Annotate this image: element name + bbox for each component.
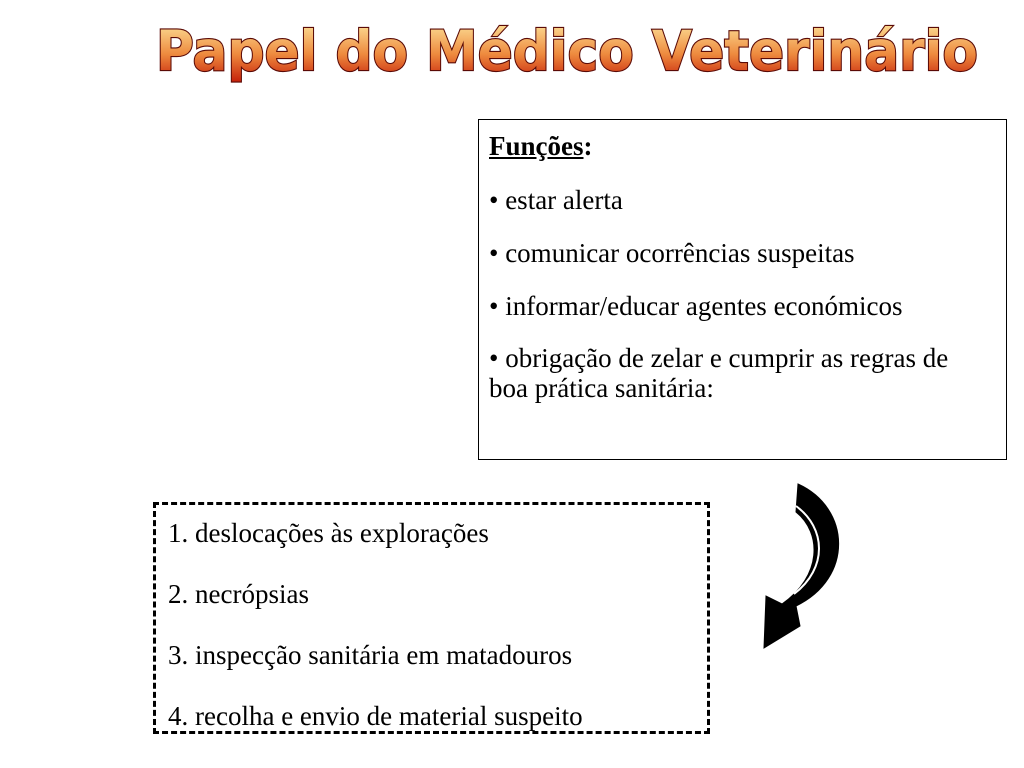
functions-heading-label: Funções [489,131,584,161]
functions-heading-colon: : [583,131,593,161]
practice-item: 2. necrópsias [168,579,309,609]
functions-box [478,119,1007,460]
practice-item: 4. recolha e envio de material suspeito [168,701,583,731]
function-item: • obrigação de zelar e cumprir as regras de boa prática sanitária: [489,343,949,403]
function-item: • comunicar ocorrências suspeitas [489,238,855,268]
slide-title [150,14,985,90]
practices-box [153,502,710,734]
function-item: • informar/educar agentes económicos [489,291,903,321]
practice-item: 3. inspecção sanitária em matadouros [168,640,573,670]
slide-title-text: Papel do Médico Veterinário [156,19,978,83]
curved-arrow-icon [756,478,856,653]
function-item: • estar alerta [489,185,623,215]
functions-heading [489,128,1006,164]
practice-item: 1. deslocações às explorações [168,518,489,548]
